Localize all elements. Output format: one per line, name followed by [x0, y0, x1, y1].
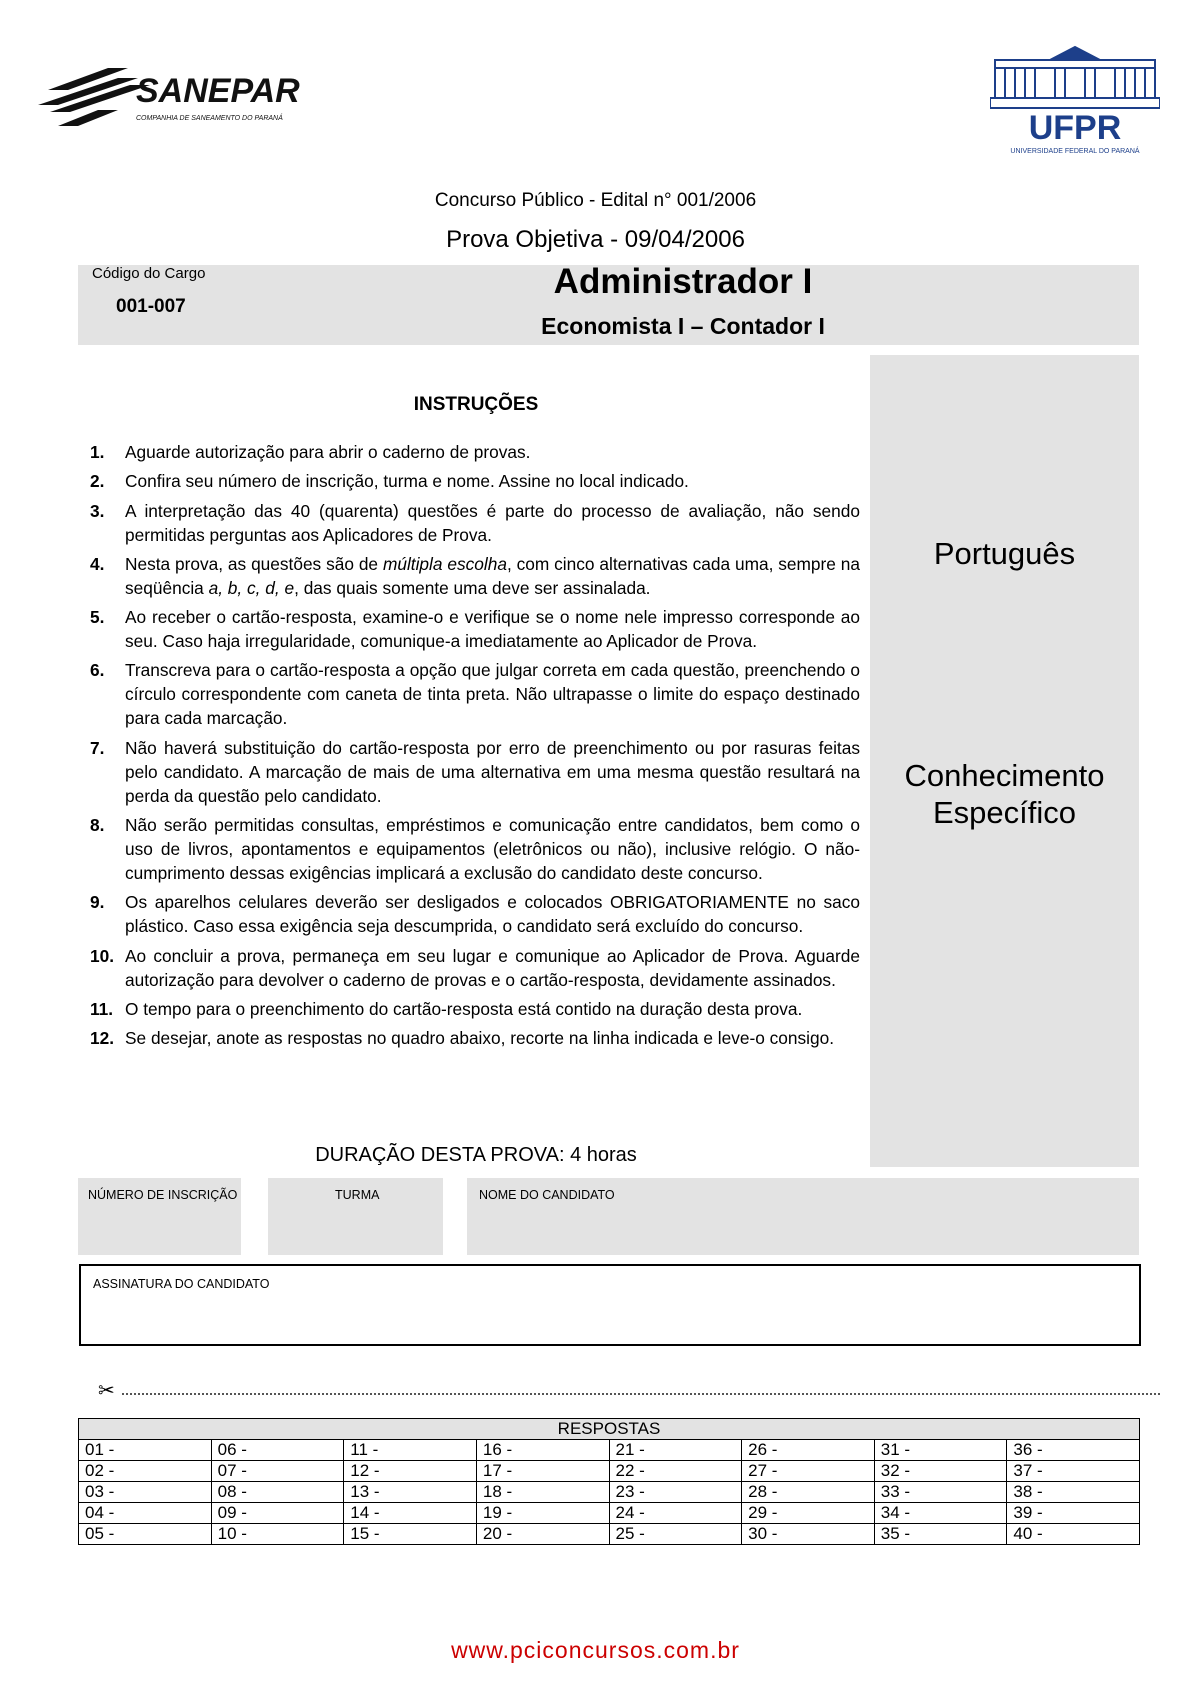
instruction-number: 11. [90, 998, 114, 1019]
instruction-text: , das quais somente uma deve ser assinalada. [294, 577, 651, 598]
answer-cell[interactable]: 23 - [609, 1482, 742, 1503]
answer-cell[interactable]: 17 - [476, 1461, 609, 1482]
instruction-item [90, 736, 860, 808]
cut-line [122, 1393, 1160, 1395]
instruction-item [90, 813, 860, 885]
sanepar-logo [38, 60, 358, 140]
instruction-number: 1. [90, 442, 105, 462]
answer-cell[interactable]: 22 - [609, 1461, 742, 1482]
instruction-text: Não haverá substituição do cartão-resposta por erro de preenchimento ou por rasuras feitas pelo candidato. A marcação de mais de uma alternativa em uma mesma questão resultará na perda da questão pelo candidato. [125, 737, 860, 806]
instruction-emphasis: múltipla escolha [382, 553, 507, 574]
exam-duration: DURAÇÃO DESTA PROVA: 4 horas [315, 1144, 637, 1166]
instruction-item [90, 944, 860, 992]
sanepar-tagline: COMPANHIA DE SANEAMENTO DO PARANÁ [136, 115, 283, 122]
instruction-number: 5. [90, 607, 105, 628]
sanepar-wordmark: SANEPAR [136, 72, 300, 110]
instruction-text: Aguarde autorização para abrir o caderno de provas. [125, 442, 531, 462]
instructions-title: INSTRUÇÕES [413, 394, 539, 415]
answer-cell[interactable]: 24 - [609, 1503, 742, 1524]
instruction-text: , com cinco alternativas cada uma, sempre na seqüência [125, 553, 860, 598]
table-row [79, 1524, 1140, 1545]
instruction-number: 10. [90, 945, 115, 966]
instruction-number: 12. [90, 1028, 115, 1049]
assinatura-label: ASSINATURA DO CANDIDATO [93, 1277, 270, 1291]
instruction-text: Ao concluir a prova, permaneça em seu lugar e comunique ao Aplicador de Prova. Aguarde autorização para devolver o caderno de provas e o cartão-resposta, devidamente assinados. [125, 945, 860, 990]
instruction-item [90, 499, 860, 547]
instruction-text: Não serão permitidas consultas, empréstimos e comunicação entre candidatos, bem como o uso de livros, apontamentos e equipamentos (eletrônicos ou não), inclusive relógio. O não-cumprimento dessas exigências implicará a exclusão do candidato deste concurso. [125, 815, 860, 884]
instruction-item [90, 1026, 860, 1050]
answers-title: RESPOSTAS [79, 1419, 1140, 1440]
answer-cell[interactable]: 02 - [79, 1461, 212, 1482]
instruction-text: Se desejar, anote as respostas no quadro abaixo, recorte na linha indicada e leve-o consigo. [125, 1028, 834, 1049]
instruction-text: Transcreva para o cartão-resposta a opção que julgar correta em cada questão, preenchendo o círculo correspondente com caneta de tinta preta. Não ultrapasse o limite do espaço destinado para cada marcação. [125, 660, 860, 729]
answer-cell[interactable]: 05 - [79, 1524, 212, 1545]
instruction-number: 7. [90, 737, 105, 758]
instruction-text: A interpretação das 40 (quarenta) questões é parte do processo de avaliação, não sendo permitidas perguntas aos Aplicadores de Prova. [125, 500, 860, 545]
instruction-item [90, 552, 860, 600]
answer-cell[interactable]: 30 - [742, 1524, 875, 1545]
instruction-item [90, 997, 860, 1021]
answer-cell[interactable]: 10 - [211, 1524, 344, 1545]
answer-cell[interactable]: 20 - [476, 1524, 609, 1545]
ufpr-tagline: UNIVERSIDADE FEDERAL DO PARANÁ [1010, 148, 1140, 155]
answer-cell[interactable]: 36 - [1007, 1440, 1140, 1461]
cargo-title: Administrador I [553, 262, 813, 301]
inscricao-label: NÚMERO DE INSCRIÇÃO [88, 1188, 238, 1202]
instruction-text: Confira seu número de inscrição, turma e nome. Assine no local indicado. [125, 471, 689, 492]
cargo-subtitle: Economista I – Contador I [541, 313, 825, 339]
answer-cell[interactable]: 39 - [1007, 1503, 1140, 1524]
instruction-number: 2. [90, 471, 105, 492]
turma-label: TURMA [335, 1188, 380, 1202]
inscricao-field[interactable] [78, 1178, 241, 1255]
answer-cell[interactable]: 28 - [742, 1482, 875, 1503]
answer-cell[interactable]: 09 - [211, 1503, 344, 1524]
answer-cell[interactable]: 35 - [874, 1524, 1007, 1545]
instruction-text: Nesta prova, as questões são de [125, 553, 383, 574]
nome-field[interactable] [467, 1178, 1139, 1255]
ufpr-logo [990, 45, 1160, 160]
instruction-number: 3. [90, 500, 105, 521]
instruction-text: Ao receber o cartão-resposta, examine-o e verifique se o nome nele impresso corresponde ao seu. Caso haja irregularidade, comunique-a imediatamente ao Aplicador de Prova. [125, 607, 860, 652]
instruction-item [90, 658, 860, 730]
instruction-number: 8. [90, 815, 105, 836]
answer-cell[interactable]: 12 - [344, 1461, 477, 1482]
answer-cell[interactable]: 37 - [1007, 1461, 1140, 1482]
footer-url[interactable]: www.pciconcursos.com.br [451, 1637, 740, 1663]
turma-field[interactable] [268, 1178, 443, 1255]
answer-cell[interactable]: 07 - [211, 1461, 344, 1482]
codigo-label: Código do Cargo [92, 265, 206, 282]
answer-cell[interactable]: 04 - [79, 1503, 212, 1524]
subject-especifico: Específico [932, 795, 1076, 830]
answer-cell[interactable]: 16 - [476, 1440, 609, 1461]
answer-cell[interactable]: 19 - [476, 1503, 609, 1524]
answer-cell[interactable]: 40 - [1007, 1524, 1140, 1545]
instruction-item [90, 440, 860, 464]
instruction-item [90, 469, 860, 493]
instruction-item [90, 605, 860, 653]
assinatura-field[interactable] [79, 1264, 1141, 1346]
answer-cell[interactable]: 34 - [874, 1503, 1007, 1524]
instruction-number: 6. [90, 660, 105, 681]
table-row [79, 1503, 1140, 1524]
instruction-text: O tempo para o preenchimento do cartão-resposta está contido na duração desta prova. [125, 998, 803, 1019]
ufpr-wordmark: UFPR [1028, 109, 1122, 147]
nome-label: NOME DO CANDIDATO [479, 1188, 615, 1202]
answer-cell[interactable]: 27 - [742, 1461, 875, 1482]
table-row [79, 1440, 1140, 1461]
answer-cell[interactable]: 03 - [79, 1482, 212, 1503]
answer-cell[interactable]: 01 - [79, 1440, 212, 1461]
table-row [79, 1461, 1140, 1482]
answer-cell[interactable]: 38 - [1007, 1482, 1140, 1503]
answer-cell[interactable]: 06 - [211, 1440, 344, 1461]
instructions-list [90, 440, 860, 1056]
answer-cell[interactable]: 21 - [609, 1440, 742, 1461]
answer-cell[interactable]: 32 - [874, 1461, 1007, 1482]
instruction-item [90, 890, 860, 938]
subject-conhecimento: Conhecimento [904, 758, 1105, 793]
answer-cell[interactable]: 13 - [344, 1482, 477, 1503]
subjects-panel [870, 355, 1139, 1167]
table-row [79, 1482, 1140, 1503]
answer-cell[interactable]: 11 - [344, 1440, 477, 1461]
answer-cell[interactable]: 33 - [874, 1482, 1007, 1503]
instruction-emphasis: a, b, c, d, e [208, 577, 295, 598]
edital-line: Concurso Público - Edital n° 001/2006 [434, 190, 757, 211]
answer-cell[interactable]: 29 - [742, 1503, 875, 1524]
instruction-number: 4. [90, 553, 105, 574]
answer-cell[interactable]: 26 - [742, 1440, 875, 1461]
answer-cell[interactable]: 25 - [609, 1524, 742, 1545]
answer-cell[interactable]: 15 - [344, 1524, 477, 1545]
scissors-icon: ✂ [98, 1380, 115, 1402]
answer-cell[interactable]: 14 - [344, 1503, 477, 1524]
subject-portugues: Português [933, 536, 1076, 571]
instruction-text: Os aparelhos celulares deverão ser desligados e colocados OBRIGATORIAMENTE no saco plástico. Caso essa exigência seja descumprida, o candidato será excluído do concurso. [125, 892, 860, 937]
answer-cell[interactable]: 18 - [476, 1482, 609, 1503]
answers-table [78, 1418, 1140, 1545]
codigo-value: 001-007 [116, 296, 186, 317]
prova-line: Prova Objetiva - 09/04/2006 [446, 226, 745, 253]
answer-cell[interactable]: 08 - [211, 1482, 344, 1503]
answer-cell[interactable]: 31 - [874, 1440, 1007, 1461]
instruction-number: 9. [90, 892, 105, 913]
